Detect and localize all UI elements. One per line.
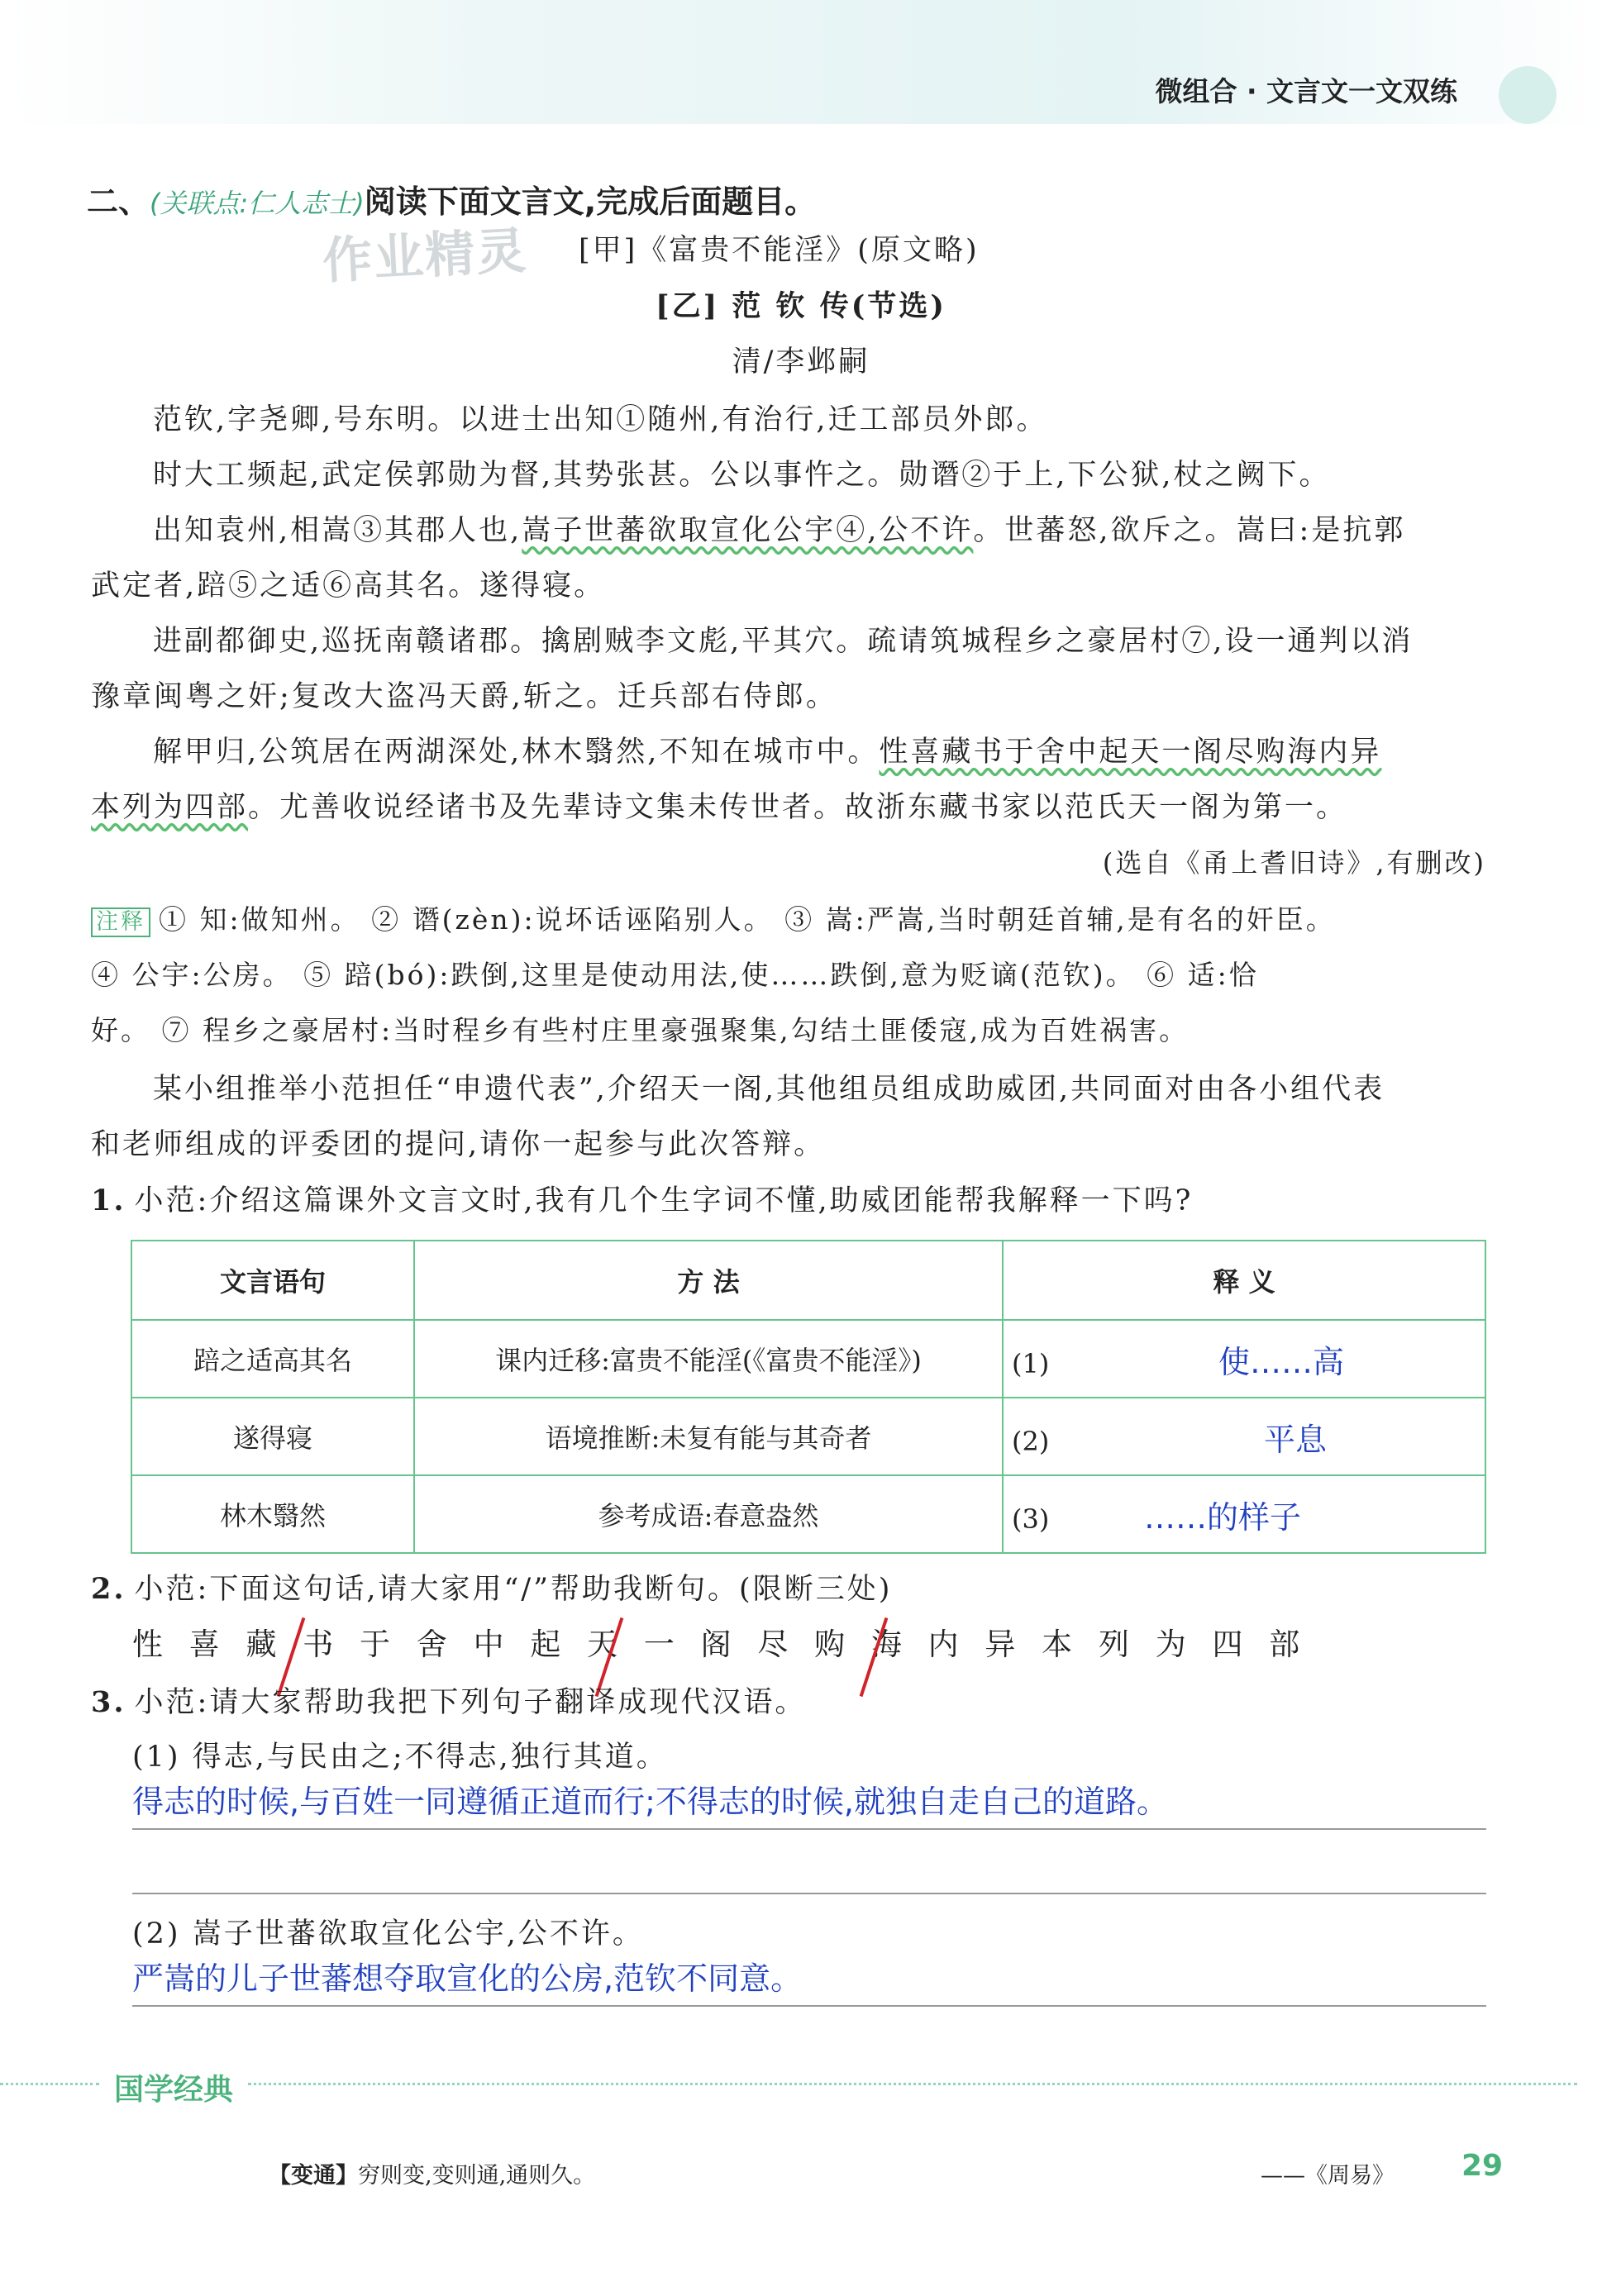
footer-divider-left	[0, 2083, 99, 2085]
passage-p4-cont: 豫章闽粤之奸;复改大盗冯天爵,斩之。迁兵部右侍郎。	[91, 680, 837, 713]
table-cell-sentence: 踣之适高其名	[131, 1320, 414, 1398]
table-header-cell: 释 义	[1003, 1241, 1485, 1320]
header-decoration	[1499, 66, 1557, 124]
passage-p2: 时大工频起,武定侯郭勋为督,其势张甚。公以事忤之。勋谮②于上,下公狱,杖之阙下。	[153, 459, 1331, 492]
q3-answer-1: 得志的时候,与百姓一同遵循正道而行;不得志的时候,就独自走自己的道路。	[132, 1784, 1168, 1820]
q3-item-2: (2) 嵩子世蕃欲取宣化公宇,公不许。	[132, 1917, 644, 1951]
section-tag: (关联点:仁人志士)	[150, 188, 365, 219]
q3-item-1: (1) 得志,与民由之;不得志,独行其道。	[132, 1741, 668, 1774]
passage-p5-cont: 本列为四部。尤善收说经诸书及先辈诗文集未传世者。故浙东藏书家以范氏天一阁为第一。	[91, 791, 1348, 824]
passage-p1: 范钦,字尧卿,号东明。以进士出知①随州,有治行,迁工部员外郎。	[153, 403, 1048, 436]
vocab-table	[131, 1240, 1486, 1554]
notes-line-2: ④ 公宇:公房。 ⑤ 踣(bó):跌倒,这里是使动用法,使……跌倒,意为贬谪(范钦)。 ⑥ 适:恰	[91, 959, 1259, 991]
header-title: 微组合 · 文言文一文双练	[1155, 75, 1457, 107]
table-cell-answer: (1) 使……高	[1003, 1320, 1485, 1398]
table-header-cell: 文言语句	[131, 1241, 414, 1320]
question-1: 1. 小范:介绍这篇课外文言文时,我有几个生字词不懂,助威团能帮我解释一下吗?	[91, 1184, 1194, 1217]
passage-source: (选自《甬上耆旧诗》,有删改)	[1102, 847, 1486, 879]
answer-line	[132, 2005, 1486, 2007]
handwritten-answer: 使……高	[1218, 1343, 1345, 1380]
question-3: 3. 小范:请大家帮助我把下列句子翻译成现代汉语。	[91, 1685, 807, 1719]
footer-divider-right	[248, 2083, 1577, 2085]
section-number: 二、	[87, 183, 150, 220]
table-cell-answer: (2) 平息	[1003, 1398, 1485, 1475]
notes-tag: 注释	[91, 907, 150, 937]
footer-quote: 【变通】穷则变,变则通,通则久。	[269, 2163, 596, 2189]
passage-underlined-sentence: 嵩子世蕃欲取宣化公宇④,公不许	[522, 514, 974, 547]
section-instruction: 阅读下面文言文,完成后面题目。	[364, 183, 817, 220]
passage-underlined-sentence-2: 性喜藏书于舍中起天一阁尽购海内异	[879, 736, 1382, 769]
table-header-cell: 方 法	[414, 1241, 1003, 1320]
q2-sentence: 性 喜 藏 书 于 舍 中 起 天 一 阁 尽 购 海 内 异 本 列 为 四 部	[132, 1627, 1309, 1662]
intro-line-2: 和老师组成的评委团的提问,请你一起参与此次答辩。	[91, 1128, 826, 1161]
q3-answer-2: 严嵩的儿子世蕃想夺取宣化的公房,范钦不同意。	[132, 1960, 803, 1997]
text-jia-title: [甲]《富贵不能淫》(原文略)	[579, 234, 980, 267]
passage-p5: 解甲归,公筑居在两湖深处,林木翳然,不知在城市中。性喜藏书于舍中起天一阁尽购海内异	[153, 736, 1382, 769]
notes-line-1: 注释 ① 知:做知州。 ② 谮(zèn):说坏话诬陷别人。 ③ 嵩:严嵩,当时朝廷首辅,是有名的奸臣。	[91, 899, 1336, 941]
answer-line	[132, 1893, 1486, 1894]
passage-p4: 进副都御史,巡抚南赣诸郡。擒剧贼李文彪,平其穴。疏请筑城程乡之豪居村⑦,设一通判以消	[153, 625, 1414, 658]
table-cell-answer: (3) ……的样子	[1003, 1475, 1485, 1553]
handwritten-answer: ……的样子	[1144, 1498, 1302, 1536]
table-row	[131, 1398, 1485, 1475]
table-cell-method: 课内迁移:富贵不能淫(《富贵不能淫》)	[414, 1320, 1003, 1398]
passage-p3: 出知袁州,相嵩③其郡人也,嵩子世蕃欲取宣化公宇④,公不许。世蕃怒,欲斥之。嵩曰:是抗郭	[153, 514, 1406, 547]
footer-source: ——《周易》	[1261, 2163, 1395, 2189]
handwritten-answer: 平息	[1264, 1421, 1328, 1458]
intro-line-1: 某小组推举小范担任“申遗代表”,介绍天一阁,其他组员组成助威团,共同面对由各小组代表	[153, 1073, 1385, 1106]
notes-line-3: 好。 ⑦ 程乡之豪居村:当时程乡有些村庄里豪强聚集,勾结土匪倭寇,成为百姓祸害。	[91, 1014, 1190, 1046]
table-cell-method: 参考成语:春意盎然	[414, 1475, 1003, 1553]
table-cell-sentence: 遂得寝	[131, 1398, 414, 1475]
table-cell-sentence: 林木翳然	[131, 1475, 414, 1553]
answer-line	[132, 1828, 1486, 1830]
text-yi-title: [乙] 范 钦 传(节选)	[656, 289, 946, 323]
question-2: 2. 小范:下面这句话,请大家用“/”帮助我断句。(限断三处)	[91, 1572, 893, 1606]
text-author: 清/李邺嗣	[732, 345, 870, 379]
table-row	[131, 1475, 1485, 1553]
passage-p3-cont: 武定者,踣⑤之适⑥高其名。遂得寝。	[91, 569, 606, 603]
page-number: 29	[1461, 2149, 1504, 2183]
table-header-row	[131, 1241, 1485, 1320]
table-cell-method: 语境推断:未复有能与其奇者	[414, 1398, 1003, 1475]
watermark: 作业精灵	[321, 222, 529, 291]
table-row	[131, 1320, 1485, 1398]
footer-label: 国学经典	[114, 2073, 234, 2107]
